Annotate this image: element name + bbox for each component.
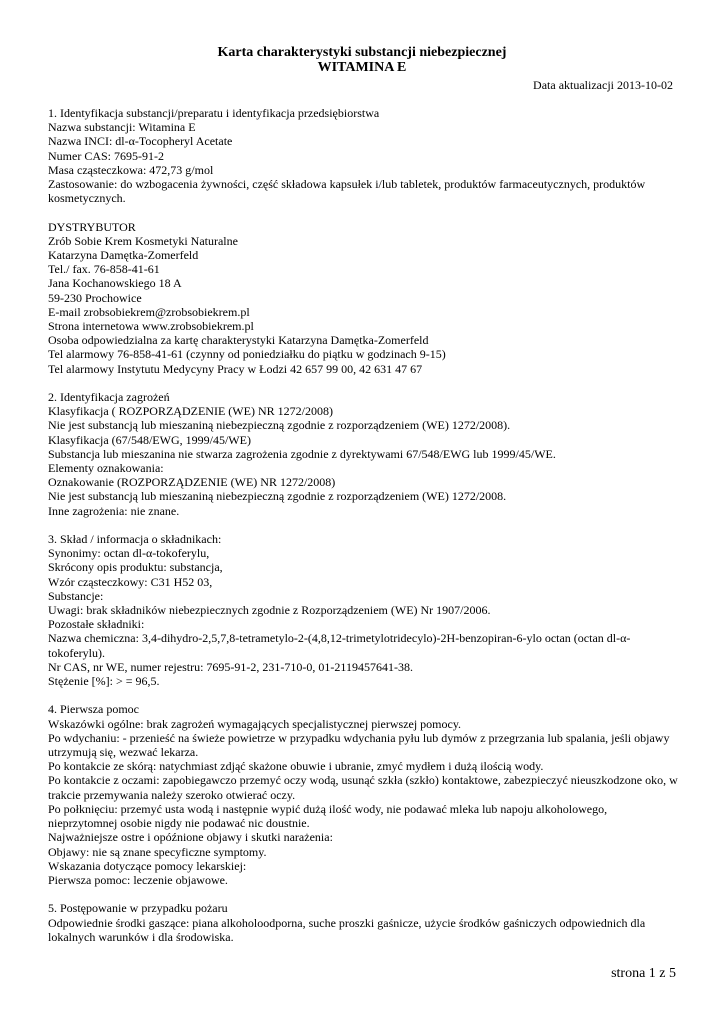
composition-line: Wzór cząsteczkowy: C31 H52 03, (48, 574, 213, 589)
page-number: strona 1 z 5 (611, 966, 676, 981)
document-body (48, 106, 678, 944)
hazard-line: Nie jest substancją lub mieszaniną niebezpieczną zgodnie z rozporządzeniem (WE) 1272/2008. (48, 489, 507, 504)
distributor-website: Strona internetowa www.zrobsobiekrem.pl (48, 319, 254, 334)
fire-fighting-line: Odpowiednie środki gaszące: piana alkoholoodporna, suche proszki gaśnicze, użycie środków gaśniczych odpowiednich dla lokalnych warunków i dla środowiska. (48, 915, 646, 944)
composition-line: Substancje: (48, 588, 104, 603)
first-aid-line: Po połknięciu: przemyć usta wodą i następnie wypić dużą ilość wody, nie podawać mleka lub napoju alkoholowego, nieprzytomnej osobie nigdy nie podawać nic doustnie. (48, 801, 608, 831)
distributor-phone: Tel./ fax. 76-858-41-61 (48, 262, 160, 277)
institute-emergency-phone: Tel alarmowy Instytutu Medycyny Pracy w Łodzi 42 657 99 00, 42 631 47 67 (48, 361, 423, 376)
distributor-company: Zrób Sobie Krem Kosmetyki Naturalne (48, 233, 238, 248)
first-aid-line: Wskazania dotyczące pomocy lekarskiej: (48, 858, 247, 873)
first-aid-line: Po kontakcie z oczami: zapobiegawczo przemyć oczy wodą, usunąć szkła (szkło) kontaktowe, zabezpieczyć nieuszkodzone oko, w trakcie przemywania należy szeroko otwierać oczy. (48, 773, 678, 802)
section-2-heading: 2. Identyfikacja zagrożeń (48, 390, 170, 405)
distributor-owner: Katarzyna Damętka-Zomerfeld (48, 248, 199, 263)
substance-name-line: Nazwa substancji: Witamina E (48, 120, 196, 135)
section-1-heading: 1. Identyfikacja substancji/preparatu i identyfikacja przedsiębiorstwa (48, 106, 380, 120)
substance-name-title: WITAMINA E (317, 60, 407, 75)
first-aid-line: Po wdychaniu: - przenieść na świeże powietrze w przypadku wdychania pyłu lub dymów z przegrzania lub spalania, jeśli objawy utrzymują się, wezwać lekarza. (48, 730, 670, 760)
distributor-heading: DYSTRYBUTOR (48, 219, 136, 234)
document-title: Karta charakterystyki substancji niebezpiecznej (217, 45, 507, 60)
first-aid-line: Objawy: nie są znane specyficzne symptomy. (48, 844, 267, 859)
composition-line: Pozostałe składniki: (48, 617, 145, 632)
composition-line: Nazwa chemiczna: 3,4-dihydro-2,5,7,8-tetrametylo-2-(4,8,12-trimetylotridecylo)-2H-benzopiran-6-ylo octan (octan dl-α-tokoferylu). (48, 631, 631, 660)
first-aid-line: Pierwsza pomoc: leczenie objawowe. (48, 872, 228, 887)
hazard-line: Klasyfikacja ( ROZPORZĄDZENIE (WE) NR 1272/2008) (48, 404, 333, 419)
usage-line: Zastosowanie: do wzbogacenia żywności, część składowa kapsułek i/lub tabletek, produktów farmaceutycznych, produktów kosmetycznych. (48, 177, 646, 206)
first-aid-line: Najważniejsze ostre i opóźnione objawy i skutki narażenia: (48, 830, 333, 845)
section-5-heading: 5. Postępowanie w przypadku pożaru (48, 901, 228, 916)
hazard-line: Substancja lub mieszanina nie stwarza zagrożenia zgodnie z dyrektywami 67/548/EWG lub 1999/45/WE. (48, 446, 556, 461)
hazard-line: Oznakowanie (ROZPORZĄDZENIE (WE) NR 1272/2008) (48, 475, 336, 490)
distributor-city: 59-230 Prochowice (48, 290, 142, 305)
composition-line: Skrócony opis produktu: substancja, (48, 560, 223, 575)
composition-line: Uwagi: brak składników niebezpiecznych zgodnie z Rozporządzeniem (WE) Nr 1907/2006. (48, 603, 491, 618)
inci-name-line: Nazwa INCI: dl-α-Tocopheryl Acetate (48, 134, 233, 149)
molar-mass-line: Masa cząsteczkowa: 472,73 g/mol (48, 162, 214, 177)
hazard-line: Elementy oznakowania: (48, 461, 164, 476)
section-3-heading: 3. Skład / informacja o składnikach: (48, 532, 222, 547)
composition-line: Stężenie [%]: > = 96,5. (48, 674, 160, 689)
cas-number-line: Numer CAS: 7695-91-2 (48, 148, 164, 163)
hazard-line: Inne zagrożenia: nie znane. (48, 503, 180, 518)
composition-line: Nr CAS, nr WE, numer rejestru: 7695-91-2, 231-710-0, 01-2119457641-38. (48, 659, 413, 674)
hazard-line: Klasyfikacja (67/548/EWG, 1999/45/WE) (48, 432, 251, 447)
update-date: Data aktualizacji 2013-10-02 (533, 78, 673, 92)
responsible-person: Osoba odpowiedzialna za kartę charakterystyki Katarzyna Damętka-Zomerfeld (48, 333, 429, 348)
distributor-street: Jana Kochanowskiego 18 A (48, 276, 182, 291)
emergency-phone: Tel alarmowy 76-858-41-61 (czynny od poniedziałku do piątku w godzinach 9-15) (48, 347, 446, 362)
first-aid-line: Wskazówki ogólne: brak zagrożeń wymagających specjalistycznej pierwszej pomocy. (48, 716, 462, 731)
section-4-heading: 4. Pierwsza pomoc (48, 702, 139, 717)
distributor-email: E-mail zrobsobiekrem@zrobsobiekrem.pl (48, 304, 250, 319)
composition-line: Synonimy: octan dl-α-tokoferylu, (48, 546, 210, 561)
hazard-line: Nie jest substancją lub mieszaniną niebezpieczną zgodnie z rozporządzeniem (WE) 1272/2008). (48, 418, 511, 433)
first-aid-line: Po kontakcie ze skórą: natychmiast zdjąć skażone obuwie i ubranie, zmyć mydłem i dużą ilością wody. (48, 759, 544, 774)
